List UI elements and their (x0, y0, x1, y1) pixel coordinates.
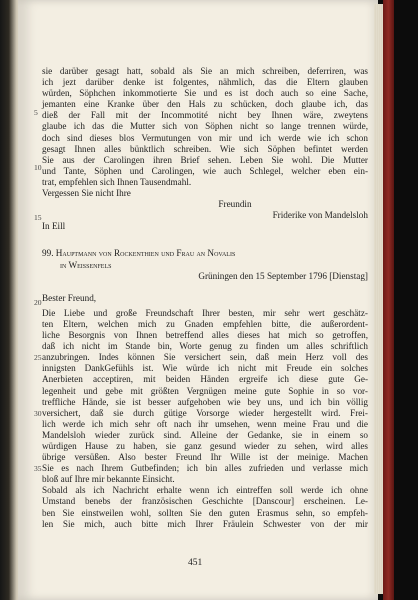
text-line: sie darüber gesagt hatt, sobald als Sie an mich schreiben, deferriren, was (42, 66, 368, 76)
dateline: Grüningen den 15 September 1796 [Dienstag] (198, 270, 368, 281)
text-line: doch sind dieses blos Vermutungen von mir und ich werde wie ich schon (42, 132, 368, 143)
text-line: ten Eltern, welchen mich zu Gnaden empfehlen bitte, die außerordent- (42, 318, 368, 329)
text-line: bloß auf Ihre mir bekannte Einsicht. (42, 474, 175, 485)
text-line: Die Liebe und große Freundschaft Ihrer besten, mir sehr wert geschätz- (42, 307, 368, 318)
text-line: lich werde ich mich sehr oft nach ihr umsehen, wenn meine Frau und die (42, 418, 368, 429)
page-number: 451 (188, 558, 203, 568)
text-line: trat, empfehlen sich Ihnen Tausendmahl. (42, 176, 192, 187)
text-line: Anerbieten acceptiren, mit beiden Händen ergreife ich diese gute Ge- (42, 374, 368, 385)
page-text (42, 66, 368, 530)
text-line: gesagt Ihnen alles bünktlich schreiben. Wie sich Söphen befintet werden (42, 143, 368, 154)
closing-freundin: Freundin (218, 199, 252, 210)
text-line: Sobald als ich Nachricht erhalte wenn ich eintreffen soll werde ich ohne (42, 485, 368, 496)
text-line: treffliche Hände, sie ist besser aufgehoben wie bey uns, und ich bin völlig (42, 396, 368, 407)
closing-line: Vergessen Sie nicht Ihre (42, 188, 131, 199)
line-number: 10 (34, 163, 42, 172)
salutation: Bester Freund, (42, 292, 97, 303)
line-number: 30 (34, 409, 42, 418)
place-line: In Eill (42, 221, 66, 232)
line-number: 20 (34, 298, 42, 307)
text-line: Sie aus der Carolingen ihren Brief sehen. Leben Sie wohl. Die Mutter (42, 154, 368, 165)
text-line: würden, Söphchen inkommotierte Sie und es ist doch auch so eine Sache, (42, 88, 368, 99)
text-line: dieß der Fall mit der Incommotité nicht bey Ihnen wäre, zweytens (42, 110, 368, 121)
text-line: würdigen Hause zu haben, sie ganz gesund wieder zu sehen, wird alles (42, 441, 368, 451)
letter-number: 99. (42, 248, 54, 259)
book-cover-edge (383, 0, 394, 600)
text-line: Mandelsloh wieder zurück sind. Alleine der Gedanke, sie in einem so (42, 429, 368, 440)
text-line: glaube ich das die Mutter sich von Söphen nicht so lange trennen würde, (42, 121, 368, 132)
line-number: 25 (34, 353, 42, 362)
letter-title: Hauptmann von Rockenthien und Frau an Novalis (55, 248, 236, 259)
text-line: legenheit und gebe mit größten Vergnügen meine gute Sophie in so vor- (42, 385, 368, 396)
line-number: 15 (34, 213, 42, 222)
text-line: ich jezt darüber denke ist folgentes, nähmlich, das die Eltern glauben (42, 77, 368, 88)
text-line: Umstand benebs der französischen Geschichte [Danscour] erscheinen. Le- (42, 496, 368, 507)
text-line: innigsten DankGefühls ist. Wie würde ich nicht mit Freude ein solches (42, 363, 368, 374)
text-line: len Sie mich, auch bitte mich Ihrer Fräulein Schwester von der mir (42, 518, 368, 529)
text-line: ben Sie einstweilen wohl, sollten Sie den guten Erasmus sehn, so empfeh- (42, 507, 368, 518)
text-line: Sie es nach Ihrem Gutbefinden; ich bin alles zufrieden und verlasse mich (42, 463, 368, 474)
signature: Friderike von Mandelsloh (272, 210, 368, 221)
text-line: und Tante, Söphen und Carolingen, wie auch Schlegel, welcher eben ein- (42, 165, 368, 176)
text-line: jemanten eine Kranke über den Hals zu schücken, doch glaube ich, das (42, 99, 368, 110)
text-line: übrige versüßen. Also bester Freund Ihr Wille ist der meinige. Machen (42, 452, 368, 463)
line-number: 5 (34, 108, 38, 117)
text-line: anzubringen. Indes können Sie versichert sein, daß mein Herz voll des (42, 352, 368, 363)
text-line: daß ich nicht im Stande bin, Worte genug zu finden um alles schriftlich (42, 341, 368, 352)
letter-title-continued: in Weissenfels (60, 259, 112, 270)
letter-heading (42, 248, 368, 259)
line-number: 35 (34, 464, 42, 473)
text-line: versichert, daß sie durch gütige Vorsorge wieder hergestellt wird. Frei- (42, 407, 368, 418)
text-line: liche Besorgnis von Ihnen betreffend alles dieses hat mich so getroffen, (42, 330, 368, 341)
